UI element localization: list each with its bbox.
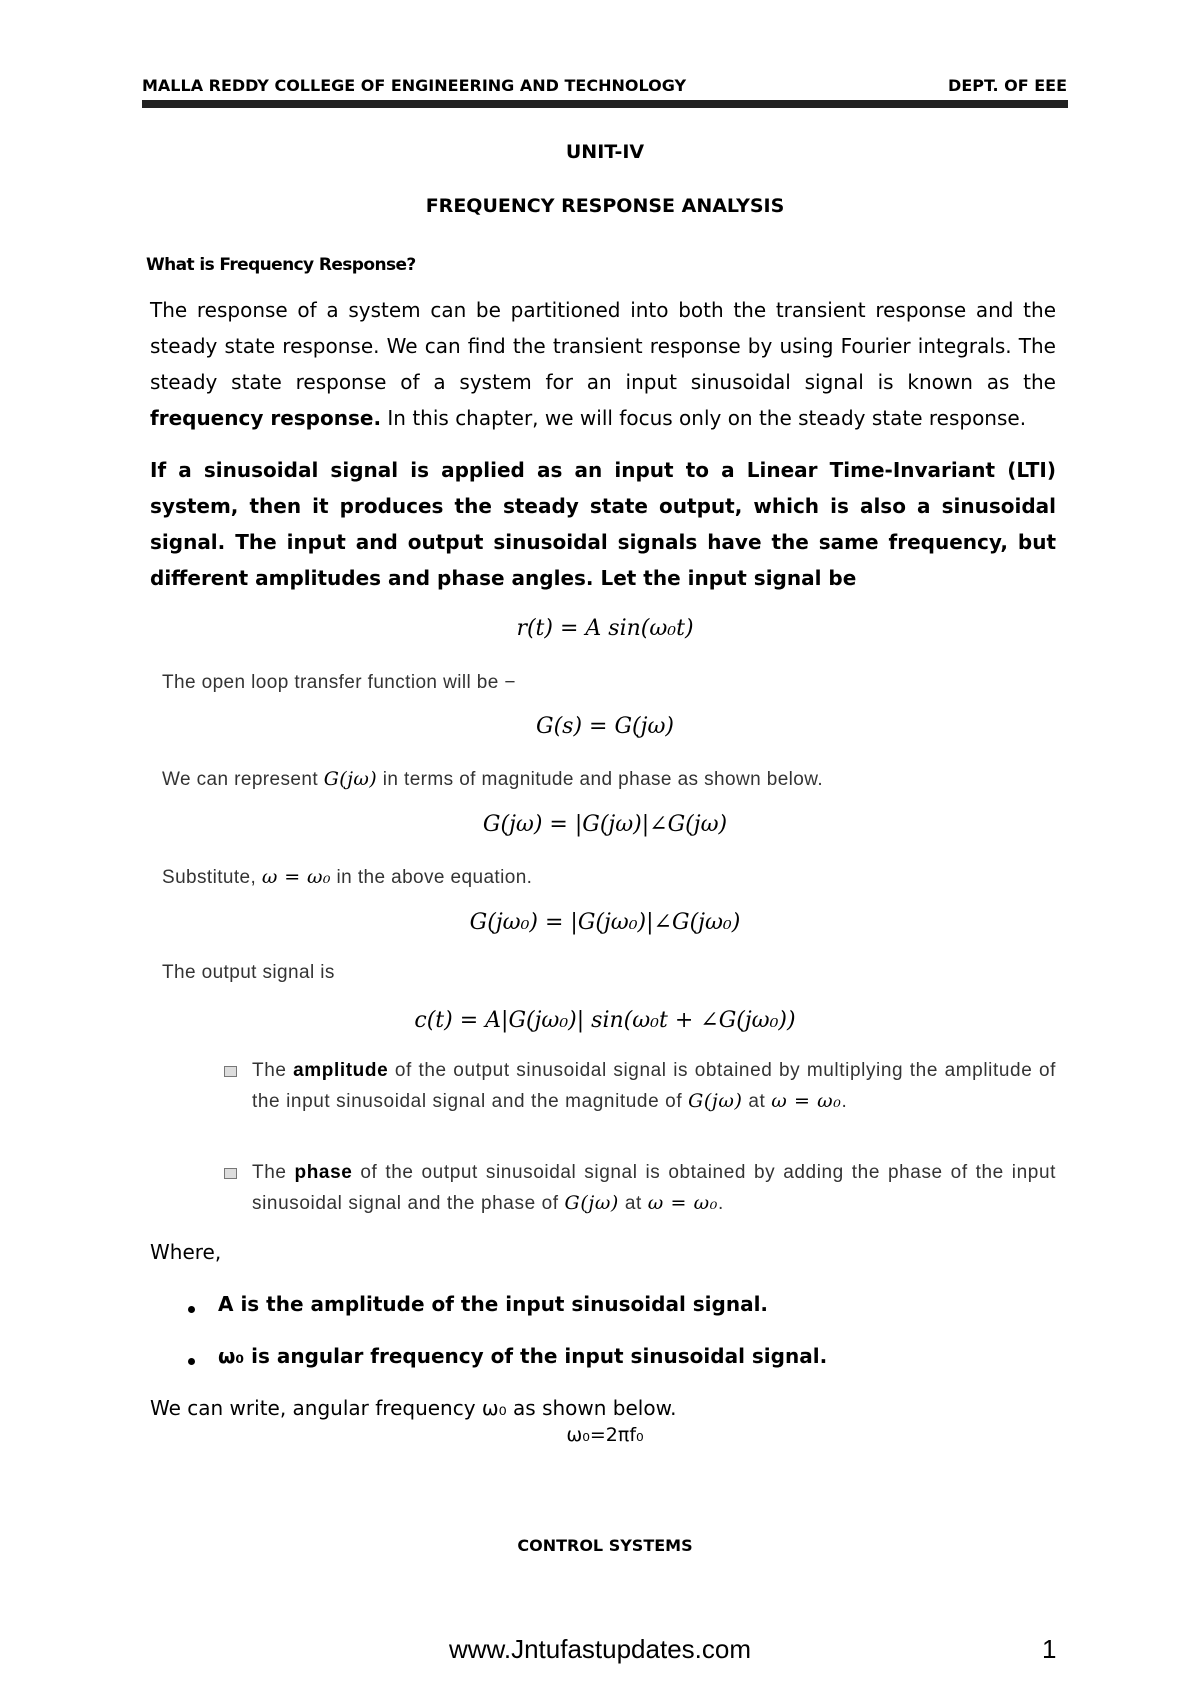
unit-title: UNIT-IV <box>565 141 645 163</box>
where-label: Where, <box>150 1240 222 1264</box>
square-bullet-icon <box>224 1066 237 1077</box>
bullet-amplitude-def: A is the amplitude of the input sinusoidal signal. <box>218 1292 769 1316</box>
footer-title: CONTROL SYSTEMS <box>517 1536 693 1555</box>
equation-output-signal: c(t) = A|G(jω₀)| sin(ω₀t + ∠G(jω₀)) <box>414 1008 796 1033</box>
note-output-signal: The output signal is <box>162 962 335 983</box>
paragraph-intro-text-1: The response of a system can be partitioned into both the transient response and the steady state response. We can find the transient response by using Fourier integrals. The steady state response of a system for an input sinusoidal signal is known as the <box>150 298 1056 394</box>
angular-frequency-text: We can write, angular frequency ω₀ as shown below. <box>150 1396 677 1420</box>
bullet-omega-def: ω₀ is angular frequency of the input sinusoidal signal. <box>218 1344 828 1368</box>
bullet-amplitude-math-2: ω = ω₀ <box>771 1090 842 1112</box>
bullet-phase-math-1: G(jω) <box>564 1192 619 1214</box>
note-represent-text-1: We can represent <box>162 769 324 790</box>
header-rule <box>142 100 1068 108</box>
bullet-amplitude <box>252 1056 1056 1117</box>
footer-url: www.Jntufastupdates.com <box>448 1634 752 1664</box>
note-represent-math: G(jω) <box>323 768 378 790</box>
angular-frequency-equation: ω₀=2πf₀ <box>566 1424 644 1446</box>
section-heading: What is Frequency Response? <box>146 255 416 275</box>
paragraph-lti: If a sinusoidal signal is applied as an input to a Linear Time-Invariant (LTI) system, then it produces the steady state output, which is also a sinusoidal signal. The input and output sinusoidal signals have the same frequency, but different amplitudes and phase angles. Let the input signal be <box>150 458 1056 590</box>
page-header <box>142 76 1067 98</box>
bullet-phase-bold: phase <box>294 1162 353 1183</box>
paragraph-intro-text-2: In this chapter, we will focus only on the steady state response. <box>381 406 1027 430</box>
equation-magnitude-phase: G(jω) = |G(jω)|∠G(jω) <box>482 812 728 837</box>
note-open-loop: The open loop transfer function will be − <box>162 672 516 693</box>
bullet-amplitude-math-1: G(jω) <box>688 1090 743 1112</box>
bullet-phase-text-1: The <box>252 1162 295 1183</box>
chapter-title: FREQUENCY RESPONSE ANALYSIS <box>425 195 785 217</box>
bullet-phase <box>252 1158 1056 1219</box>
note-substitute-text-1: Substitute, <box>162 867 262 888</box>
equation-transfer-function: G(s) = G(jω) <box>536 714 674 739</box>
bullet-amplitude-text-2: of the output sinusoidal signal is obtained by multiplying the amplitude of the input sinusoidal signal and the magnitude of <box>252 1060 1056 1112</box>
bullet-dot-icon <box>188 1306 195 1313</box>
note-represent <box>162 768 823 791</box>
bullet-phase-text-4: . <box>717 1193 724 1214</box>
note-substitute <box>162 866 532 889</box>
bullet-amplitude-text-4: . <box>841 1091 848 1112</box>
paragraph-intro <box>150 292 1056 436</box>
page-number: 1 <box>1042 1634 1057 1664</box>
bullet-amplitude-text-3: at <box>742 1091 772 1112</box>
bullet-phase-text-2: of the output sinusoidal signal is obtained by adding the phase of the input sinusoidal signal and the phase of <box>252 1162 1056 1214</box>
note-substitute-text-2: in the above equation. <box>330 867 533 888</box>
department-name: DEPT. OF EEE <box>948 76 1067 95</box>
paragraph-intro-bold: frequency response. <box>150 406 382 430</box>
equation-input-signal: r(t) = A sin(ω₀t) <box>516 616 694 641</box>
note-substitute-math: ω = ω₀ <box>261 866 331 888</box>
bullet-phase-math-2: ω = ω₀ <box>647 1192 718 1214</box>
square-bullet-icon <box>224 1168 237 1179</box>
note-represent-text-2: in terms of magnitude and phase as shown below. <box>377 769 823 790</box>
bullet-dot-icon <box>188 1358 195 1365</box>
college-name: MALLA REDDY COLLEGE OF ENGINEERING AND TECHNOLOGY <box>142 76 687 95</box>
bullet-phase-text-3: at <box>618 1193 648 1214</box>
equation-substituted: G(jω₀) = |G(jω₀)|∠G(jω₀) <box>469 910 741 935</box>
bullet-amplitude-text-1: The <box>252 1060 294 1081</box>
bullet-amplitude-bold: amplitude <box>293 1060 389 1081</box>
